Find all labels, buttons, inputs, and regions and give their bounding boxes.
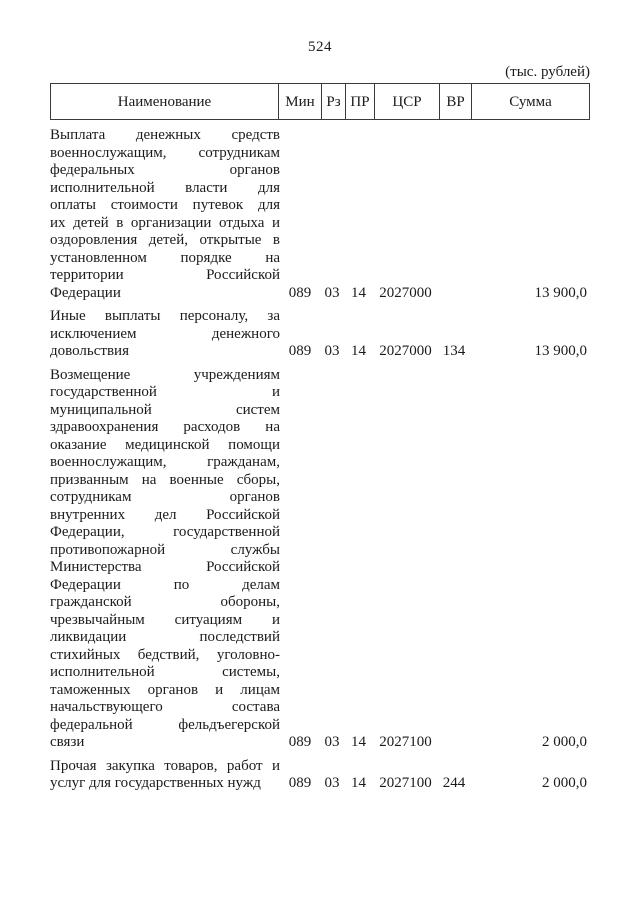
cell-rz: 03 [324,775,340,791]
name-line: Федерации по делам [50,576,280,593]
cell-csr: 2027100 [379,734,432,750]
table-row [50,127,590,302]
cell-rz: 03 [324,343,340,359]
cell-sum: 2 000,0 [542,734,587,750]
table-row [50,367,590,752]
cell-rz: 03 [324,734,340,750]
page-content [50,0,590,793]
cell-vr: 244 [442,775,466,791]
page-number: 524 [308,39,332,55]
name-line: Выплата денежных средств [50,127,280,143]
cell-csr: 2027000 [379,343,432,359]
name-line: услуг для государственных нужд [50,775,261,791]
cell-min: 089 [288,775,312,791]
header-cell-name: Наименование [117,93,212,110]
name-line: чрезвычайным ситуациям и [50,611,280,628]
name-line: военнослужащим, гражданам, [50,454,280,470]
header-cell-sum: Сумма [471,84,589,119]
name-line: здравоохранения расходов на [50,419,280,435]
name-line: оплаты стоимости путевок для [50,197,280,213]
table-row [50,308,590,361]
cell-csr: 2027000 [379,284,432,301]
name-cell [50,308,280,361]
name-line: сотрудникам органов [50,489,280,505]
header-cell-rz: Рз [321,84,345,119]
name-line: исключением денежного [50,325,280,342]
cell-pr: 14 [351,775,366,791]
name-line: Иные выплаты персоналу, за [50,308,280,324]
name-line: стихийных бедствий, уголовно- [50,646,280,663]
cell-csr: 2027100 [379,775,432,791]
name-line: ликвидации последствий [50,629,280,645]
name-line: установленном порядке на [50,249,280,266]
cell-min: 089 [288,734,312,750]
table-body [50,127,590,793]
name-line: призванным на военные сборы, [50,471,280,488]
name-line: Федерации, государственной [50,524,280,540]
header-cell-min: Мин [278,84,321,119]
name-line: начальствующего состава [50,699,280,715]
header-cell-vr: ВР [439,84,471,119]
cell-vr: 134 [442,343,466,359]
name-line: Прочая закупка товаров, работ и [50,757,280,774]
cell-sum: 13 900,0 [534,343,587,359]
header-cell-csr: ЦСР [374,84,439,119]
header-cell-pr: ПР [345,84,374,119]
name-cell [50,367,280,752]
name-line: Министерства Российской [50,559,280,575]
name-line: противопожарной службы [50,541,280,558]
cell-min: 089 [288,284,312,301]
name-line: федеральных органов [50,162,280,178]
name-cell [50,127,280,302]
cell-sum: 2 000,0 [542,775,587,791]
name-line: оказание медицинской помощи [50,436,280,453]
name-line: внутренних дел Российской [50,506,280,523]
name-line: их детей в организации отдыха и [50,214,280,231]
cell-sum: 13 900,0 [534,284,587,301]
name-cell [50,758,280,793]
cell-rz: 03 [324,284,340,301]
cell-pr: 14 [351,343,366,359]
name-line: исполнительной власти для [50,179,280,196]
cell-pr: 14 [351,284,366,301]
name-line: государственной и [50,384,280,400]
name-line: исполнительной системы, [50,664,280,680]
name-line: федеральной фельдъегерской [50,716,280,733]
name-line: Федерации [50,284,121,301]
name-line: таможенных органов и лицам [50,681,280,698]
name-line: территории Российской [50,267,280,283]
name-line: гражданской обороны, [50,594,280,610]
name-line: довольствия [50,343,129,359]
cell-min: 089 [288,343,312,359]
name-line: муниципальной систем [50,401,280,418]
name-line: оздоровления детей, открытые в [50,232,280,248]
name-line: Возмещение учреждениям [50,366,280,383]
name-line: военнослужащим, сотрудникам [50,144,280,161]
cell-pr: 14 [351,734,366,750]
table-header [50,83,590,120]
table-row [50,758,590,793]
units-note: (тыс. рублей) [505,64,590,80]
name-line: связи [50,734,85,750]
